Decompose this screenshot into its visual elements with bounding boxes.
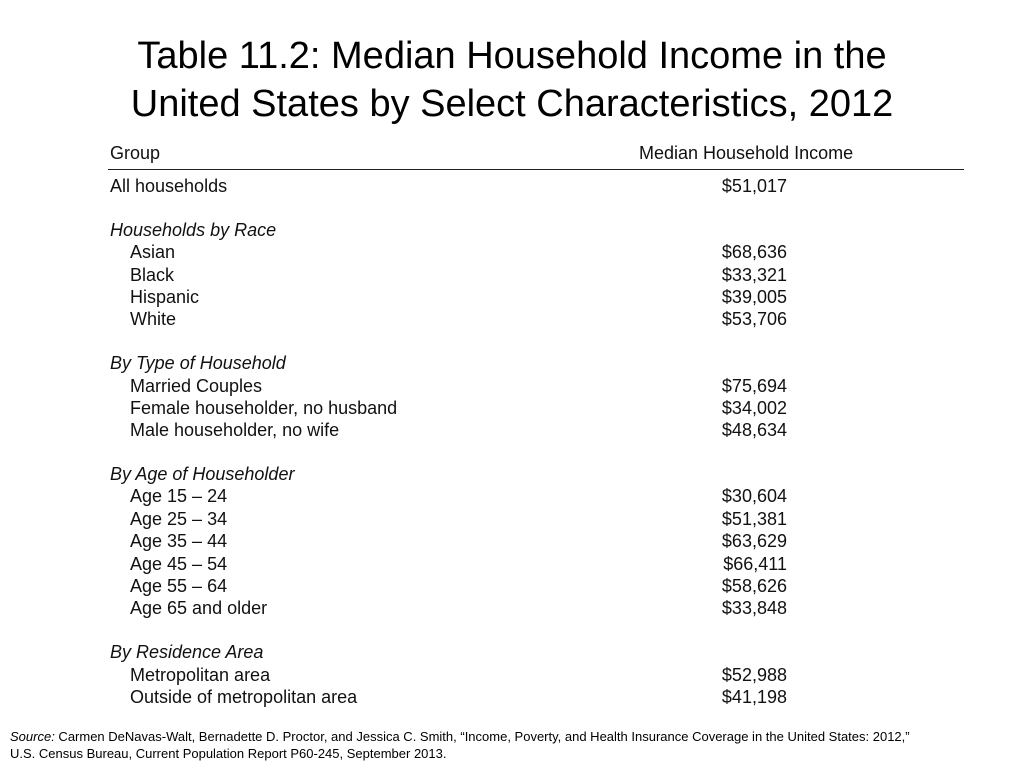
row-label: Age 25 – 34: [130, 508, 228, 529]
source-citation-1: Carmen DeNavas-Walt, Bernadette D. Proctor, and Jessica C. Smith, “Income, Poverty, and Health Insurance Coverage in the United States: 2012,”: [54, 729, 910, 744]
row-value: $66,411: [723, 553, 787, 574]
table-row: [108, 264, 964, 286]
source-footnote: [10, 728, 1010, 762]
header-group: Group: [110, 143, 161, 163]
table-row: [108, 508, 964, 530]
row-value: $33,848: [721, 598, 787, 619]
table-body: [108, 170, 964, 708]
table-row: [108, 686, 964, 708]
table-row: [108, 419, 964, 441]
row-value: $51,381: [721, 508, 787, 529]
table-row: [108, 286, 964, 308]
section-label: Households by Race: [110, 219, 277, 240]
row-label: Outside of metropolitan area: [130, 686, 358, 707]
table-row: [108, 241, 964, 263]
row-value: $63,629: [721, 531, 787, 552]
row-label: Age 35 – 44: [130, 531, 228, 552]
row-label: Age 65 and older: [130, 598, 268, 619]
row-label: Black: [130, 264, 175, 285]
row-label: Age 15 – 24: [130, 486, 228, 507]
footnote-line-2: U.S. Census Bureau, Current Population Report P60-245, September 2013.: [10, 746, 447, 761]
table-section-heading: [108, 219, 964, 241]
table-header: [108, 141, 964, 170]
income-table: [108, 141, 964, 708]
row-label: Hispanic: [130, 286, 200, 307]
row-value: $75,694: [721, 375, 787, 396]
table-row: [108, 597, 964, 619]
row-value: $52,988: [721, 664, 787, 685]
table-spacer: [108, 197, 964, 218]
row-value: $51,017: [721, 176, 787, 196]
table-section-heading: [108, 641, 964, 663]
row-label: Asian: [130, 242, 176, 263]
title-line-2: United States by Select Characteristics, 2012: [130, 83, 894, 125]
row-value: $34,002: [721, 397, 787, 418]
section-label: By Age of Householder: [110, 464, 295, 485]
table-row: [108, 397, 964, 419]
table-row: [108, 175, 964, 197]
table-row: [108, 575, 964, 597]
table-spacer: [108, 331, 964, 352]
row-label: Male householder, no wife: [130, 420, 340, 441]
row-value: $39,005: [721, 286, 787, 307]
row-label: Female householder, no husband: [130, 397, 398, 418]
table-section-heading: [108, 352, 964, 374]
row-label: All households: [110, 176, 228, 196]
row-value: $68,636: [721, 242, 787, 263]
table-row: [108, 308, 964, 330]
section-label: By Residence Area: [110, 642, 264, 663]
section-label: By Type of Household: [110, 353, 286, 374]
row-value: $41,198: [721, 686, 787, 707]
row-value: $30,604: [721, 486, 787, 507]
row-value: $48,634: [721, 420, 787, 441]
table-spacer: [108, 442, 964, 463]
row-label: Age 55 – 64: [130, 576, 228, 597]
table-section-heading: [108, 463, 964, 485]
table-row: [108, 553, 964, 575]
table-row: [108, 664, 964, 686]
footnote-line-1: [10, 728, 1010, 745]
source-label: Source:: [10, 729, 55, 744]
slide-title: [0, 32, 1024, 128]
header-median-income: Median Household Income: [639, 143, 854, 163]
table-row: [108, 530, 964, 552]
title-line-1: Table 11.2: Median Household Income in the: [137, 35, 887, 77]
row-value: $58,626: [721, 576, 787, 597]
row-label: Age 45 – 54: [130, 553, 228, 574]
row-label: Metropolitan area: [130, 664, 271, 685]
row-value: $33,321: [721, 264, 787, 285]
table-spacer: [108, 620, 964, 641]
row-value: $53,706: [721, 309, 787, 330]
row-label: Married Couples: [130, 375, 263, 396]
table-row: [108, 485, 964, 507]
table-row: [108, 375, 964, 397]
row-label: White: [130, 309, 177, 330]
